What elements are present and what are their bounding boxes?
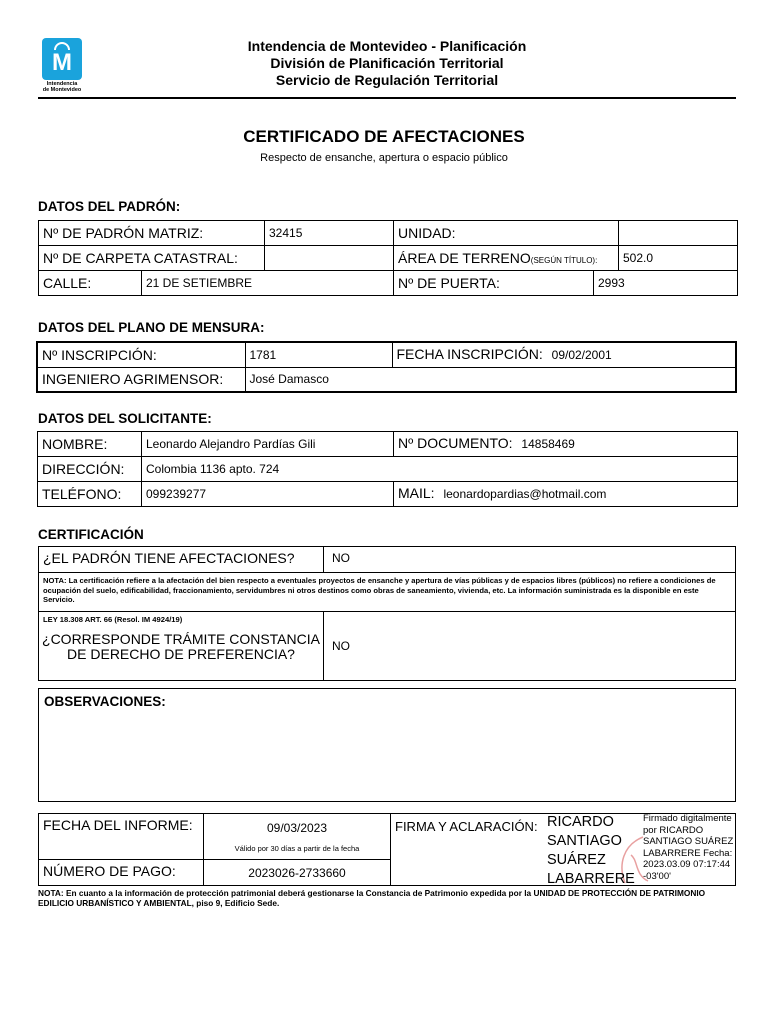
- inscripcion-label: Nº INSCRIPCIÓN:: [37, 342, 245, 367]
- documento-label: Nº DOCUMENTO:: [398, 435, 513, 451]
- logo-caption-line1: Intendencia: [46, 81, 78, 87]
- plano-row-ingeniero: [37, 367, 736, 392]
- firma-digital: Firmado digitalmente por RICARDO SANTIAGO SUÁREZ LABARRERE Fecha: 2023.03.09 07:17:44 -03'00': [643, 813, 734, 882]
- area-label-cell: [394, 246, 619, 271]
- preferencia-question: ¿CORRESPONDE TRÁMITE CONSTANCIA DE DERECHO DE PREFERENCIA?: [42, 631, 320, 662]
- preferencia-question-cell: [39, 612, 324, 680]
- header-line-1: Intendencia de Montevideo - Planificación: [247, 38, 527, 54]
- area-label: ÁREA DE TERRENO: [398, 250, 531, 266]
- direccion-label: DIRECCIÓN:: [38, 457, 142, 482]
- nombre-label: NOMBRE:: [38, 432, 142, 457]
- plano-table: [36, 341, 737, 393]
- fecha-informe-label: FECHA DEL INFORME:: [43, 817, 193, 833]
- afectaciones-row: [39, 547, 735, 573]
- mail-value: leonardopardias@hotmail.com: [443, 487, 607, 501]
- firma-label: FIRMA Y ACLARACIÓN:: [395, 819, 538, 834]
- puerta-value: 2993: [594, 271, 738, 296]
- preferencia-answer: NO: [332, 639, 350, 653]
- section-padron-title: DATOS DEL PADRÓN:: [38, 199, 181, 214]
- telefono-label: TELÉFONO:: [38, 482, 142, 507]
- certificacion-nota: NOTA: La certificación refiere a la afectación del bien respecto a eventuales proyectos de ensanche y apertura de vías públicas y de espacios libres (públicos) no refiere a condiciones de ocupación del suelo, edificabilidad, fraccionamiento, servidumbres ni otros destinos como obras de saneamiento, vivienda, etc. La información suministrada es la disponible en este Servicio.: [39, 573, 735, 612]
- padron-matriz-value: 32415: [265, 221, 394, 246]
- solicitante-row-nombre: [38, 432, 738, 457]
- section-plano-title: DATOS DEL PLANO DE MENSURA:: [38, 320, 265, 335]
- pago-label-cell: [38, 859, 204, 886]
- puerta-label: Nº DE PUERTA:: [394, 271, 594, 296]
- fecha-informe-value-cell: [203, 813, 391, 860]
- mail-cell: [394, 482, 738, 507]
- fecha-informe-value: 09/03/2023: [266, 821, 328, 835]
- nota-final: NOTA: En cuanto a la información de protección patrimonial deberá gestionarse la Constancia de Patrimonio expedida por la UNIDAD DE PROTECCIÓN DE PATRIMONIO EDILICIO URBANÍSTICO Y AMBIENTAL, piso 9, Edificio Sede.: [38, 888, 706, 908]
- fecha-inscripcion-value: 09/02/2001: [551, 347, 612, 362]
- padron-table: [38, 220, 738, 271]
- padron-row-calle: [39, 271, 738, 296]
- fecha-inscripcion-cell: [392, 342, 736, 367]
- padron-row-carpeta: [39, 246, 738, 271]
- documento-value: 14858469: [521, 437, 575, 451]
- solicitante-row-direccion: [38, 457, 738, 482]
- observaciones-box: [38, 688, 736, 802]
- calle-value: 21 DE SETIEMBRE: [142, 271, 394, 296]
- ingeniero-value: José Damasco: [245, 367, 736, 392]
- inscripcion-value: 1781: [245, 342, 392, 367]
- logo-caption-line2: de Montevideo: [42, 87, 82, 93]
- header-divider: [38, 97, 736, 99]
- padron-row-matriz: [39, 221, 738, 246]
- document-subtitle: Respecto de ensanche, apertura o espacio público: [260, 152, 508, 164]
- fecha-inscripcion-label: FECHA INSCRIPCIÓN:: [396, 345, 543, 362]
- plano-row-inscripcion: [37, 342, 736, 367]
- solicitante-table: [37, 431, 738, 507]
- unidad-value: [619, 221, 738, 246]
- padron-matriz-label: Nº DE PADRÓN MATRIZ:: [39, 221, 265, 246]
- calle-label: CALLE:: [39, 271, 142, 296]
- ley-reference: LEY 18.308 ART. 66 (Resol. IM 4924/19): [43, 615, 183, 624]
- telefono-value: 099239277: [142, 482, 394, 507]
- pago-value-cell: [203, 859, 391, 886]
- nombre-value: Leonardo Alejandro Pardías Gili: [142, 432, 394, 457]
- carpeta-value: [265, 246, 394, 271]
- solicitante-row-telefono: [38, 482, 738, 507]
- padron-table-calle: [38, 270, 738, 296]
- direccion-value: Colombia 1136 apto. 724: [142, 457, 738, 482]
- validez-note: Válido por 30 días a partir de la fecha: [234, 844, 360, 853]
- preferencia-row: [39, 612, 735, 680]
- document-title: CERTIFICADO DE AFECTACIONES: [243, 127, 525, 146]
- documento-cell: [394, 432, 738, 457]
- mail-label: MAIL:: [398, 485, 435, 501]
- header-line-3: Servicio de Regulación Territorial: [275, 72, 499, 88]
- logo-letter: M: [52, 49, 72, 76]
- pago-value: 2023026-2733660: [248, 866, 346, 880]
- certificacion-box: [38, 546, 736, 681]
- firma-nombre: RICARDO SANTIAGO SUÁREZ LABARRERE: [547, 814, 635, 887]
- carpeta-label: Nº DE CARPETA CATASTRAL:: [39, 246, 265, 271]
- afectaciones-answer: NO: [332, 551, 350, 565]
- ingeniero-label: INGENIERO AGRIMENSOR:: [37, 367, 245, 392]
- informe-footer: [38, 813, 736, 886]
- unidad-label: UNIDAD:: [394, 221, 619, 246]
- header-line-2: División de Planificación Territorial: [270, 55, 504, 71]
- pago-label: NÚMERO DE PAGO:: [43, 863, 176, 879]
- document-header: [0, 38, 768, 89]
- fecha-informe-label-cell: [38, 813, 204, 860]
- area-value: 502.0: [619, 246, 738, 271]
- section-solicitante-title: DATOS DEL SOLICITANTE:: [38, 411, 212, 426]
- area-note: (SEGÚN TÍTULO):: [530, 256, 598, 265]
- afectaciones-question: ¿EL PADRÓN TIENE AFECTACIONES?: [39, 547, 324, 572]
- section-certificacion-title: CERTIFICACIÓN: [38, 527, 144, 542]
- observaciones-label: OBSERVACIONES:: [44, 694, 166, 709]
